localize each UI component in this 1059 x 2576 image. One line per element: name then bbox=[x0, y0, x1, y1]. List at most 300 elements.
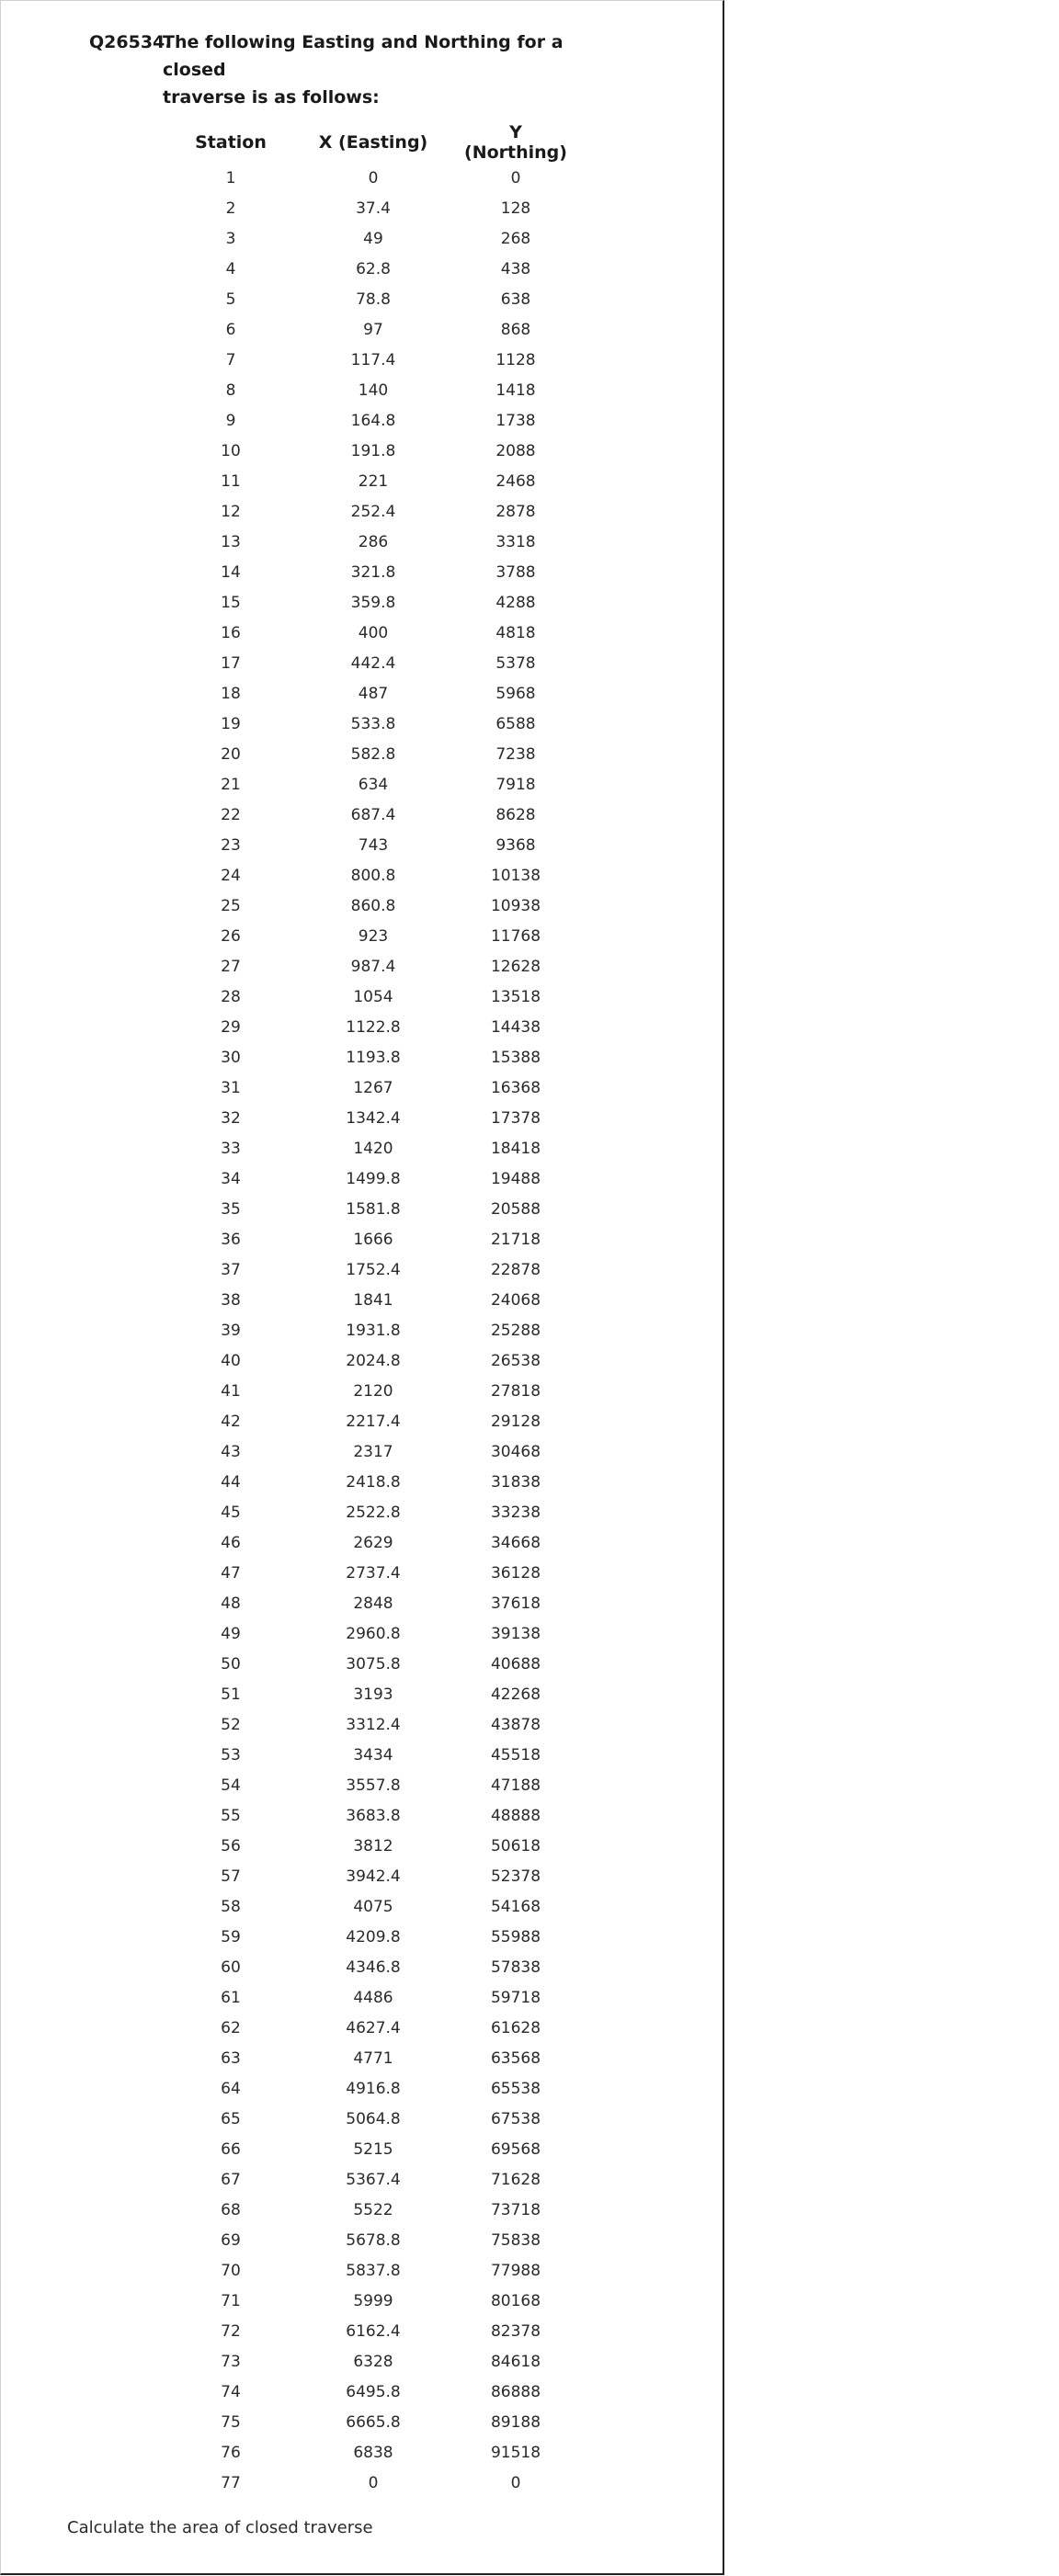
northing-cell: 42268 bbox=[490, 1685, 541, 1704]
easting-cell: 1752.4 bbox=[346, 1260, 401, 1279]
easting-cell: 3075.8 bbox=[346, 1654, 401, 1674]
station-cell: 29 bbox=[221, 1017, 241, 1037]
table-row bbox=[176, 2195, 571, 2225]
table-row bbox=[176, 1922, 571, 1952]
easting-cell: 442.4 bbox=[350, 653, 396, 673]
northing-cell: 29128 bbox=[490, 1412, 541, 1431]
easting-cell: 37.4 bbox=[356, 199, 391, 218]
easting-cell: 2522.8 bbox=[346, 1503, 401, 1522]
table-row bbox=[176, 951, 571, 982]
easting-cell: 743 bbox=[358, 835, 389, 855]
easting-cell: 0 bbox=[368, 2473, 379, 2492]
northing-cell: 1738 bbox=[495, 411, 536, 430]
station-cell: 60 bbox=[221, 1958, 241, 1977]
easting-cell: 4627.4 bbox=[346, 2018, 401, 2037]
northing-cell: 17378 bbox=[490, 1108, 541, 1128]
table-row bbox=[176, 1800, 571, 1831]
table-row bbox=[176, 1588, 571, 1618]
station-cell: 7 bbox=[225, 350, 236, 369]
station-cell: 34 bbox=[221, 1169, 241, 1188]
easting-cell: 1193.8 bbox=[346, 1048, 401, 1067]
station-cell: 47 bbox=[221, 1563, 241, 1583]
northing-cell: 39138 bbox=[490, 1624, 541, 1643]
easting-cell: 4075 bbox=[353, 1897, 393, 1916]
table-row bbox=[176, 1891, 571, 1922]
question-text bbox=[163, 28, 622, 111]
northing-cell: 63568 bbox=[490, 2048, 541, 2068]
northing-cell: 40688 bbox=[490, 1654, 541, 1674]
station-cell: 10 bbox=[221, 441, 241, 460]
station-cell: 19 bbox=[221, 714, 241, 733]
northing-cell: 2088 bbox=[495, 441, 536, 460]
table-row bbox=[176, 375, 571, 405]
easting-cell: 1581.8 bbox=[346, 1199, 401, 1219]
northing-cell: 47188 bbox=[490, 1776, 541, 1795]
station-cell: 76 bbox=[221, 2443, 241, 2462]
station-cell: 12 bbox=[221, 502, 241, 521]
table-row bbox=[176, 1315, 571, 1345]
station-cell: 26 bbox=[221, 926, 241, 946]
station-cell: 49 bbox=[221, 1624, 241, 1643]
table-row bbox=[176, 2043, 571, 2073]
table-row bbox=[176, 891, 571, 921]
table-row bbox=[176, 2104, 571, 2134]
station-cell: 51 bbox=[221, 1685, 241, 1704]
station-cell: 72 bbox=[221, 2321, 241, 2341]
easting-cell: 5064.8 bbox=[346, 2109, 401, 2128]
northing-cell: 84618 bbox=[490, 2352, 541, 2371]
table-row bbox=[176, 921, 571, 951]
table-row bbox=[176, 1952, 571, 1982]
station-cell: 65 bbox=[221, 2109, 241, 2128]
table-row bbox=[176, 1982, 571, 2013]
station-cell: 74 bbox=[221, 2382, 241, 2401]
easting-cell: 923 bbox=[358, 926, 389, 946]
easting-cell: 4209.8 bbox=[346, 1927, 401, 1946]
station-cell: 73 bbox=[221, 2352, 241, 2371]
easting-cell: 321.8 bbox=[350, 562, 396, 582]
easting-cell: 6495.8 bbox=[346, 2382, 401, 2401]
station-cell: 42 bbox=[221, 1412, 241, 1431]
northing-cell: 30468 bbox=[490, 1442, 541, 1461]
easting-cell: 140 bbox=[358, 380, 389, 400]
northing-cell: 21718 bbox=[490, 1230, 541, 1249]
table-row bbox=[176, 830, 571, 860]
station-cell: 37 bbox=[221, 1260, 241, 1279]
table-row bbox=[176, 1679, 571, 1709]
northing-cell: 73718 bbox=[490, 2200, 541, 2219]
station-cell: 63 bbox=[221, 2048, 241, 2068]
header-easting: X (Easting) bbox=[318, 132, 428, 153]
station-cell: 9 bbox=[225, 411, 236, 430]
table-row bbox=[176, 739, 571, 769]
table-row bbox=[176, 1467, 571, 1497]
station-cell: 25 bbox=[221, 896, 241, 915]
station-cell: 36 bbox=[221, 1230, 241, 1249]
easting-cell: 4346.8 bbox=[346, 1958, 401, 1977]
station-cell: 68 bbox=[221, 2200, 241, 2219]
easting-cell: 0 bbox=[368, 168, 379, 187]
northing-cell: 7918 bbox=[495, 775, 536, 794]
station-cell: 3 bbox=[225, 229, 236, 248]
station-cell: 4 bbox=[225, 259, 236, 278]
easting-cell: 359.8 bbox=[350, 593, 396, 612]
northing-cell: 27818 bbox=[490, 1381, 541, 1401]
table-row bbox=[176, 314, 571, 345]
table-row bbox=[176, 1042, 571, 1072]
table-row bbox=[176, 1285, 571, 1315]
easting-cell: 1666 bbox=[353, 1230, 393, 1249]
table-row bbox=[176, 163, 571, 193]
northing-cell: 2878 bbox=[495, 502, 536, 521]
easting-cell: 400 bbox=[358, 623, 389, 642]
station-cell: 21 bbox=[221, 775, 241, 794]
table-row bbox=[176, 2255, 571, 2286]
header-station: Station bbox=[195, 132, 267, 153]
table-row bbox=[176, 405, 571, 436]
table-row bbox=[176, 618, 571, 648]
table-row bbox=[176, 678, 571, 709]
table-row bbox=[176, 254, 571, 284]
northing-cell: 24068 bbox=[490, 1290, 541, 1310]
table-row bbox=[176, 527, 571, 557]
northing-cell: 34668 bbox=[490, 1533, 541, 1552]
station-cell: 28 bbox=[221, 987, 241, 1006]
northing-cell: 1418 bbox=[495, 380, 536, 400]
easting-cell: 1267 bbox=[353, 1078, 393, 1097]
table-row bbox=[176, 860, 571, 891]
easting-cell: 860.8 bbox=[350, 896, 396, 915]
easting-cell: 6838 bbox=[353, 2443, 393, 2462]
table-row bbox=[176, 1254, 571, 1285]
station-cell: 41 bbox=[221, 1381, 241, 1401]
easting-cell: 191.8 bbox=[350, 441, 396, 460]
station-cell: 1 bbox=[225, 168, 236, 187]
northing-cell: 19488 bbox=[490, 1169, 541, 1188]
station-cell: 71 bbox=[221, 2291, 241, 2310]
station-cell: 77 bbox=[221, 2473, 241, 2492]
station-cell: 35 bbox=[221, 1199, 241, 1219]
station-cell: 23 bbox=[221, 835, 241, 855]
northing-cell: 7238 bbox=[495, 744, 536, 764]
easting-cell: 117.4 bbox=[350, 350, 396, 369]
northing-cell: 50618 bbox=[490, 1836, 541, 1855]
northing-cell: 10938 bbox=[490, 896, 541, 915]
easting-cell: 6328 bbox=[353, 2352, 393, 2371]
table-row bbox=[176, 1012, 571, 1042]
northing-cell: 52378 bbox=[490, 1867, 541, 1886]
easting-cell: 6162.4 bbox=[346, 2321, 401, 2341]
northing-cell: 80168 bbox=[490, 2291, 541, 2310]
easting-cell: 5999 bbox=[353, 2291, 393, 2310]
table-row bbox=[176, 982, 571, 1012]
northing-cell: 12628 bbox=[490, 957, 541, 976]
northing-cell: 77988 bbox=[490, 2261, 541, 2280]
easting-cell: 2217.4 bbox=[346, 1412, 401, 1431]
table-row bbox=[176, 2346, 571, 2377]
table-row bbox=[176, 709, 571, 739]
question-text-line-2: traverse is as follows: bbox=[163, 87, 380, 108]
table-row bbox=[176, 1376, 571, 1406]
question-text-line-1: The following Easting and Northing for a closed bbox=[163, 32, 564, 80]
easting-cell: 1122.8 bbox=[346, 1017, 401, 1037]
northing-cell: 25288 bbox=[490, 1321, 541, 1340]
northing-cell: 868 bbox=[500, 320, 531, 339]
table-row bbox=[176, 1618, 571, 1649]
easting-cell: 3942.4 bbox=[346, 1867, 401, 1886]
easting-cell: 1342.4 bbox=[346, 1108, 401, 1128]
table-row bbox=[176, 2073, 571, 2104]
station-cell: 70 bbox=[221, 2261, 241, 2280]
station-cell: 55 bbox=[221, 1806, 241, 1825]
easting-cell: 987.4 bbox=[350, 957, 396, 976]
easting-cell: 5215 bbox=[353, 2139, 393, 2159]
table-row bbox=[176, 2437, 571, 2468]
station-cell: 38 bbox=[221, 1290, 241, 1310]
northing-cell: 89188 bbox=[490, 2412, 541, 2432]
northing-cell: 20588 bbox=[490, 1199, 541, 1219]
easting-cell: 634 bbox=[358, 775, 389, 794]
table-row bbox=[176, 436, 571, 466]
station-cell: 61 bbox=[221, 1988, 241, 2007]
table-row bbox=[176, 466, 571, 496]
table-row bbox=[176, 2316, 571, 2346]
easting-cell: 2120 bbox=[353, 1381, 393, 1401]
table-header-row bbox=[176, 122, 571, 163]
station-cell: 69 bbox=[221, 2230, 241, 2250]
easting-cell: 2737.4 bbox=[346, 1563, 401, 1583]
table-row bbox=[176, 1345, 571, 1376]
table-row bbox=[176, 1406, 571, 1436]
station-cell: 64 bbox=[221, 2079, 241, 2098]
station-cell: 52 bbox=[221, 1715, 241, 1734]
easting-cell: 582.8 bbox=[350, 744, 396, 764]
northing-cell: 5378 bbox=[495, 653, 536, 673]
northing-cell: 33238 bbox=[490, 1503, 541, 1522]
instruction-text: Calculate the area of closed traverse bbox=[67, 2518, 373, 2537]
table-row bbox=[176, 1497, 571, 1527]
table-row bbox=[176, 2225, 571, 2255]
northing-cell: 16368 bbox=[490, 1078, 541, 1097]
northing-cell: 67538 bbox=[490, 2109, 541, 2128]
station-cell: 67 bbox=[221, 2170, 241, 2189]
station-cell: 13 bbox=[221, 532, 241, 551]
station-cell: 75 bbox=[221, 2412, 241, 2432]
table-row bbox=[176, 1436, 571, 1467]
easting-cell: 1499.8 bbox=[346, 1169, 401, 1188]
northing-cell: 59718 bbox=[490, 1988, 541, 2007]
station-cell: 20 bbox=[221, 744, 241, 764]
easting-cell: 6665.8 bbox=[346, 2412, 401, 2432]
northing-cell: 4818 bbox=[495, 623, 536, 642]
easting-cell: 3312.4 bbox=[346, 1715, 401, 1734]
station-cell: 46 bbox=[221, 1533, 241, 1552]
easting-cell: 221 bbox=[358, 471, 389, 491]
easting-cell: 286 bbox=[358, 532, 389, 551]
table-row bbox=[176, 2134, 571, 2164]
easting-cell: 78.8 bbox=[356, 289, 391, 309]
station-cell: 50 bbox=[221, 1654, 241, 1674]
northing-cell: 69568 bbox=[490, 2139, 541, 2159]
station-cell: 24 bbox=[221, 866, 241, 885]
table-body bbox=[176, 163, 571, 2498]
table-row bbox=[176, 2468, 571, 2498]
station-cell: 44 bbox=[221, 1472, 241, 1492]
station-cell: 8 bbox=[225, 380, 236, 400]
northing-cell: 71628 bbox=[490, 2170, 541, 2189]
northing-cell: 91518 bbox=[490, 2443, 541, 2462]
easting-cell: 3193 bbox=[353, 1685, 393, 1704]
station-cell: 5 bbox=[225, 289, 236, 309]
northing-cell: 1128 bbox=[495, 350, 536, 369]
station-cell: 59 bbox=[221, 1927, 241, 1946]
station-cell: 66 bbox=[221, 2139, 241, 2159]
table-row bbox=[176, 1103, 571, 1133]
station-cell: 54 bbox=[221, 1776, 241, 1795]
northing-cell: 37618 bbox=[490, 1594, 541, 1613]
station-cell: 15 bbox=[221, 593, 241, 612]
table-row bbox=[176, 1527, 571, 1558]
northing-cell: 8628 bbox=[495, 805, 536, 824]
easting-cell: 3557.8 bbox=[346, 1776, 401, 1795]
northing-cell: 75838 bbox=[490, 2230, 541, 2250]
easting-cell: 2629 bbox=[353, 1533, 393, 1552]
station-cell: 32 bbox=[221, 1108, 241, 1128]
northing-cell: 54168 bbox=[490, 1897, 541, 1916]
easting-cell: 164.8 bbox=[350, 411, 396, 430]
northing-cell: 2468 bbox=[495, 471, 536, 491]
northing-cell: 0 bbox=[510, 168, 521, 187]
easting-cell: 2418.8 bbox=[346, 1472, 401, 1492]
northing-cell: 48888 bbox=[490, 1806, 541, 1825]
easting-cell: 1420 bbox=[353, 1139, 393, 1158]
table-row bbox=[176, 648, 571, 678]
table-row bbox=[176, 1649, 571, 1679]
northing-cell: 26538 bbox=[490, 1351, 541, 1370]
table-row bbox=[176, 2013, 571, 2043]
table-row bbox=[176, 284, 571, 314]
easting-cell: 1841 bbox=[353, 1290, 393, 1310]
northing-cell: 3788 bbox=[495, 562, 536, 582]
table-row bbox=[176, 1709, 571, 1740]
northing-cell: 55988 bbox=[490, 1927, 541, 1946]
station-cell: 16 bbox=[221, 623, 241, 642]
northing-cell: 5968 bbox=[495, 684, 536, 703]
northing-cell: 65538 bbox=[490, 2079, 541, 2098]
northing-cell: 14438 bbox=[490, 1017, 541, 1037]
table-row bbox=[176, 557, 571, 587]
northing-cell: 268 bbox=[500, 229, 531, 248]
station-cell: 17 bbox=[221, 653, 241, 673]
easting-cell: 252.4 bbox=[350, 502, 396, 521]
station-cell: 53 bbox=[221, 1745, 241, 1765]
easting-cell: 2317 bbox=[353, 1442, 393, 1461]
table-row bbox=[176, 2286, 571, 2316]
northing-cell: 82378 bbox=[490, 2321, 541, 2341]
northing-cell: 86888 bbox=[490, 2382, 541, 2401]
station-cell: 39 bbox=[221, 1321, 241, 1340]
northing-cell: 128 bbox=[500, 199, 531, 218]
station-cell: 56 bbox=[221, 1836, 241, 1855]
northing-cell: 61628 bbox=[490, 2018, 541, 2037]
table-row bbox=[176, 345, 571, 375]
northing-cell: 9368 bbox=[495, 835, 536, 855]
station-cell: 58 bbox=[221, 1897, 241, 1916]
easting-cell: 2960.8 bbox=[346, 1624, 401, 1643]
easting-cell: 5522 bbox=[353, 2200, 393, 2219]
table-row bbox=[176, 2377, 571, 2407]
northing-cell: 10138 bbox=[490, 866, 541, 885]
northing-cell: 0 bbox=[510, 2473, 521, 2492]
northing-cell: 43878 bbox=[490, 1715, 541, 1734]
station-cell: 45 bbox=[221, 1503, 241, 1522]
table-row bbox=[176, 1558, 571, 1588]
easting-cell: 2024.8 bbox=[346, 1351, 401, 1370]
easting-cell: 3812 bbox=[353, 1836, 393, 1855]
northing-cell: 18418 bbox=[490, 1139, 541, 1158]
traverse-table bbox=[176, 122, 571, 2498]
northing-cell: 638 bbox=[500, 289, 531, 309]
station-cell: 48 bbox=[221, 1594, 241, 1613]
station-cell: 40 bbox=[221, 1351, 241, 1370]
station-cell: 6 bbox=[225, 320, 236, 339]
easting-cell: 3683.8 bbox=[346, 1806, 401, 1825]
northing-cell: 15388 bbox=[490, 1048, 541, 1067]
table-row bbox=[176, 2164, 571, 2195]
easting-cell: 800.8 bbox=[350, 866, 396, 885]
easting-cell: 1054 bbox=[353, 987, 393, 1006]
northing-cell: 22878 bbox=[490, 1260, 541, 1279]
table-row bbox=[176, 1163, 571, 1194]
northing-cell: 31838 bbox=[490, 1472, 541, 1492]
northing-cell: 57838 bbox=[490, 1958, 541, 1977]
easting-cell: 533.8 bbox=[350, 714, 396, 733]
table-row bbox=[176, 2407, 571, 2437]
easting-cell: 5678.8 bbox=[346, 2230, 401, 2250]
table-row bbox=[176, 1770, 571, 1800]
table-row bbox=[176, 800, 571, 830]
station-cell: 30 bbox=[221, 1048, 241, 1067]
station-cell: 27 bbox=[221, 957, 241, 976]
northing-cell: 45518 bbox=[490, 1745, 541, 1765]
easting-cell: 3434 bbox=[353, 1745, 393, 1765]
station-cell: 62 bbox=[221, 2018, 241, 2037]
station-cell: 11 bbox=[221, 471, 241, 491]
easting-cell: 97 bbox=[363, 320, 383, 339]
northing-cell: 4288 bbox=[495, 593, 536, 612]
station-cell: 2 bbox=[225, 199, 236, 218]
easting-cell: 49 bbox=[363, 229, 383, 248]
table-row bbox=[176, 1740, 571, 1770]
station-cell: 31 bbox=[221, 1078, 241, 1097]
northing-cell: 6588 bbox=[495, 714, 536, 733]
table-row bbox=[176, 1224, 571, 1254]
easting-cell: 5837.8 bbox=[346, 2261, 401, 2280]
table-row bbox=[176, 1194, 571, 1224]
header-northing: Y (Northing) bbox=[464, 122, 567, 163]
easting-cell: 62.8 bbox=[356, 259, 391, 278]
table-row bbox=[176, 1133, 571, 1163]
question-id: Q26534. bbox=[89, 32, 172, 52]
easting-cell: 1931.8 bbox=[346, 1321, 401, 1340]
table-row bbox=[176, 193, 571, 223]
northing-cell: 438 bbox=[500, 259, 531, 278]
table-row bbox=[176, 496, 571, 527]
easting-cell: 4486 bbox=[353, 1988, 393, 2007]
station-cell: 18 bbox=[221, 684, 241, 703]
northing-cell: 11768 bbox=[490, 926, 541, 946]
northing-cell: 13518 bbox=[490, 987, 541, 1006]
